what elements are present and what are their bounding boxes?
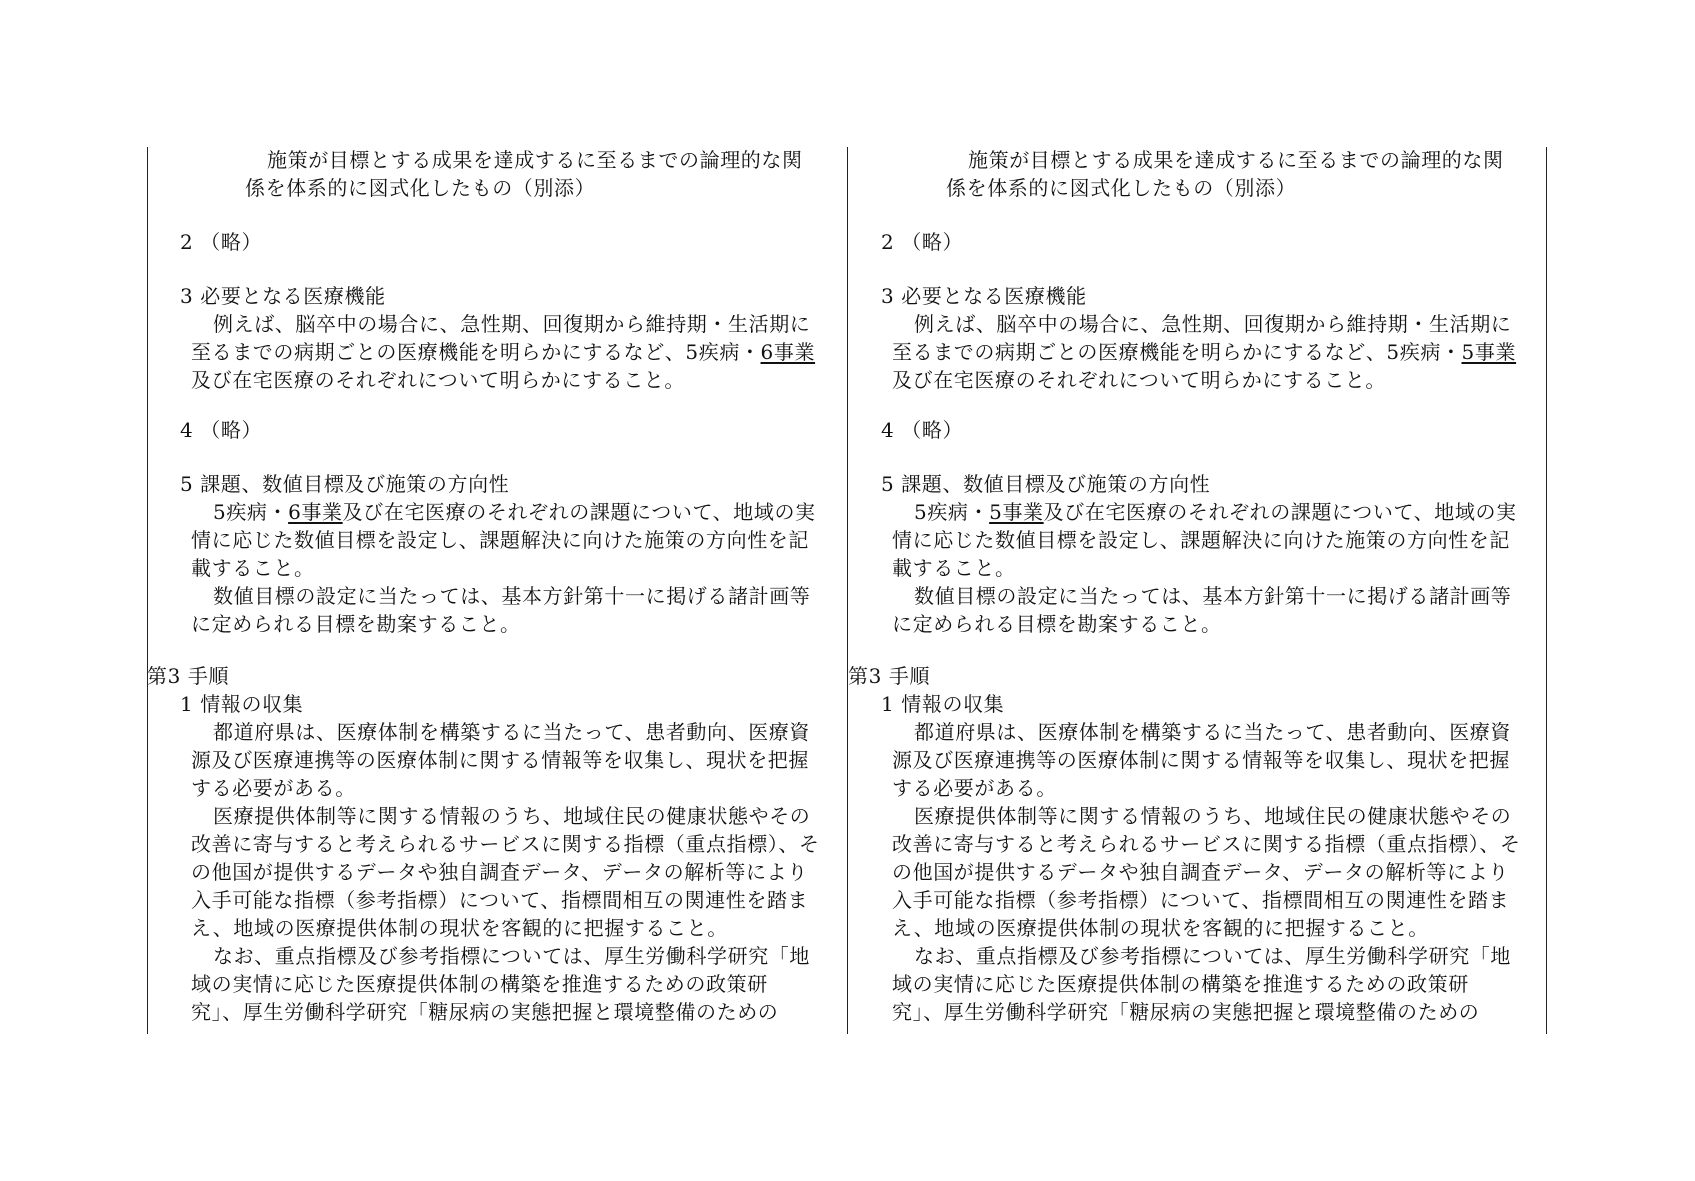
text-line: 改善に寄与すると考えられるサービスに関する指標（重点指標）、そ <box>892 832 1521 856</box>
text-line: 載すること。 <box>191 556 315 580</box>
text-line: 係を体系的に図式化したもの（別添） <box>245 176 596 200</box>
subsection-1-heading: 1 情報の収集 <box>881 692 1005 716</box>
text-segment: 及び在宅医療のそれぞれの課題について、地域の実 <box>1043 500 1517 524</box>
text-line: 源及び医療連携等の医療体制に関する情報等を収集し、現状を把握 <box>892 748 1510 772</box>
text-line: 数値目標の設定に当たっては、基本方針第十一に掲げる諸計画等 <box>213 584 811 608</box>
text-line: する必要がある。 <box>191 776 356 800</box>
section-5-heading: 5 課題、数値目標及び施策の方向性 <box>180 472 510 496</box>
changed-text: 5事業 <box>1461 340 1517 364</box>
text-line: 究」、厚生労働科学研究「糖尿病の実態把握と環境整備のための <box>191 1000 779 1024</box>
text-line: 入手可能な指標（参考指標）について、指標間相互の関連性を踏ま <box>892 888 1510 912</box>
text-segment: 及び在宅医療のそれぞれの課題について、地域の実 <box>342 500 816 524</box>
text-line: 情に応じた数値目標を設定し、課題解決に向けた施策の方向性を記 <box>191 528 809 552</box>
section-4: 4 （略） <box>180 418 263 442</box>
text-line: え、地域の医療提供体制の現状を客観的に把握すること。 <box>191 916 728 940</box>
text-line: なお、重点指標及び参考指標については、厚生労働科学研究「地 <box>213 944 810 968</box>
center-divider <box>847 147 848 1034</box>
text-line <box>914 498 1517 526</box>
text-line: 例えば、脳卒中の場合に、急性期、回復期から維持期・生活期に <box>213 312 811 336</box>
text-line: 医療提供体制等に関する情報のうち、地域住民の健康状態やその <box>914 804 1512 828</box>
text-line: の他国が提供するデータや独自調査データ、データの解析等により <box>892 860 1509 884</box>
text-line: え、地域の医療提供体制の現状を客観的に把握すること。 <box>892 916 1429 940</box>
chapter-3-heading: 第3 手順 <box>848 664 931 688</box>
text-line: 施策が目標とする成果を達成するに至るまでの論理的な関 <box>968 148 1504 172</box>
text-segment: 至るまでの病期ごとの医療機能を明らかにするなど、5疾病・ <box>892 340 1462 364</box>
subsection-1-heading: 1 情報の収集 <box>180 692 304 716</box>
text-line: 数値目標の設定に当たっては、基本方針第十一に掲げる諸計画等 <box>914 584 1512 608</box>
changed-text: 5事業 <box>989 500 1044 524</box>
text-line: 源及び医療連携等の医療体制に関する情報等を収集し、現状を把握 <box>191 748 809 772</box>
text-segment: 至るまでの病期ごとの医療機能を明らかにするなど、5疾病・ <box>191 340 761 364</box>
changed-text: 6事業 <box>760 340 816 364</box>
section-3-heading: 3 必要となる医療機能 <box>881 284 1087 308</box>
text-line: 載すること。 <box>892 556 1016 580</box>
right-border <box>1546 147 1547 1034</box>
text-line: 例えば、脳卒中の場合に、急性期、回復期から維持期・生活期に <box>914 312 1512 336</box>
text-line: 入手可能な指標（参考指標）について、指標間相互の関連性を踏ま <box>191 888 809 912</box>
text-line <box>213 498 816 526</box>
text-segment: 5疾病・ <box>213 500 289 524</box>
section-2: 2 （略） <box>881 230 964 254</box>
text-line: に定められる目標を勘案すること。 <box>892 612 1222 636</box>
text-line: 施策が目標とする成果を達成するに至るまでの論理的な関 <box>267 148 803 172</box>
chapter-3-heading: 第3 手順 <box>147 664 230 688</box>
section-2: 2 （略） <box>180 230 263 254</box>
text-line: 都道府県は、医療体制を構築するに当たって、患者動向、医療資 <box>914 720 1511 744</box>
text-line <box>191 338 815 366</box>
text-line <box>892 338 1516 366</box>
text-line: する必要がある。 <box>892 776 1057 800</box>
section-5-heading: 5 課題、数値目標及び施策の方向性 <box>881 472 1211 496</box>
changed-text: 6事業 <box>288 500 343 524</box>
text-line: 係を体系的に図式化したもの（別添） <box>946 176 1297 200</box>
text-line: 域の実情に応じた医療提供体制の構築を推進するための政策研 <box>191 972 768 996</box>
text-line: 及び在宅医療のそれぞれについて明らかにすること。 <box>191 368 685 392</box>
text-line: に定められる目標を勘案すること。 <box>191 612 521 636</box>
section-4: 4 （略） <box>881 418 964 442</box>
text-line: 究」、厚生労働科学研究「糖尿病の実態把握と環境整備のための <box>892 1000 1480 1024</box>
text-line: なお、重点指標及び参考指標については、厚生労働科学研究「地 <box>914 944 1511 968</box>
text-line: の他国が提供するデータや独自調査データ、データの解析等により <box>191 860 808 884</box>
section-3-heading: 3 必要となる医療機能 <box>180 284 386 308</box>
text-line: 改善に寄与すると考えられるサービスに関する指標（重点指標）、そ <box>191 832 820 856</box>
text-segment: 5疾病・ <box>914 500 990 524</box>
left-border <box>147 147 148 1034</box>
text-line: 及び在宅医療のそれぞれについて明らかにすること。 <box>892 368 1386 392</box>
text-line: 域の実情に応じた医療提供体制の構築を推進するための政策研 <box>892 972 1469 996</box>
text-line: 医療提供体制等に関する情報のうち、地域住民の健康状態やその <box>213 804 811 828</box>
text-line: 情に応じた数値目標を設定し、課題解決に向けた施策の方向性を記 <box>892 528 1510 552</box>
text-line: 都道府県は、医療体制を構築するに当たって、患者動向、医療資 <box>213 720 810 744</box>
